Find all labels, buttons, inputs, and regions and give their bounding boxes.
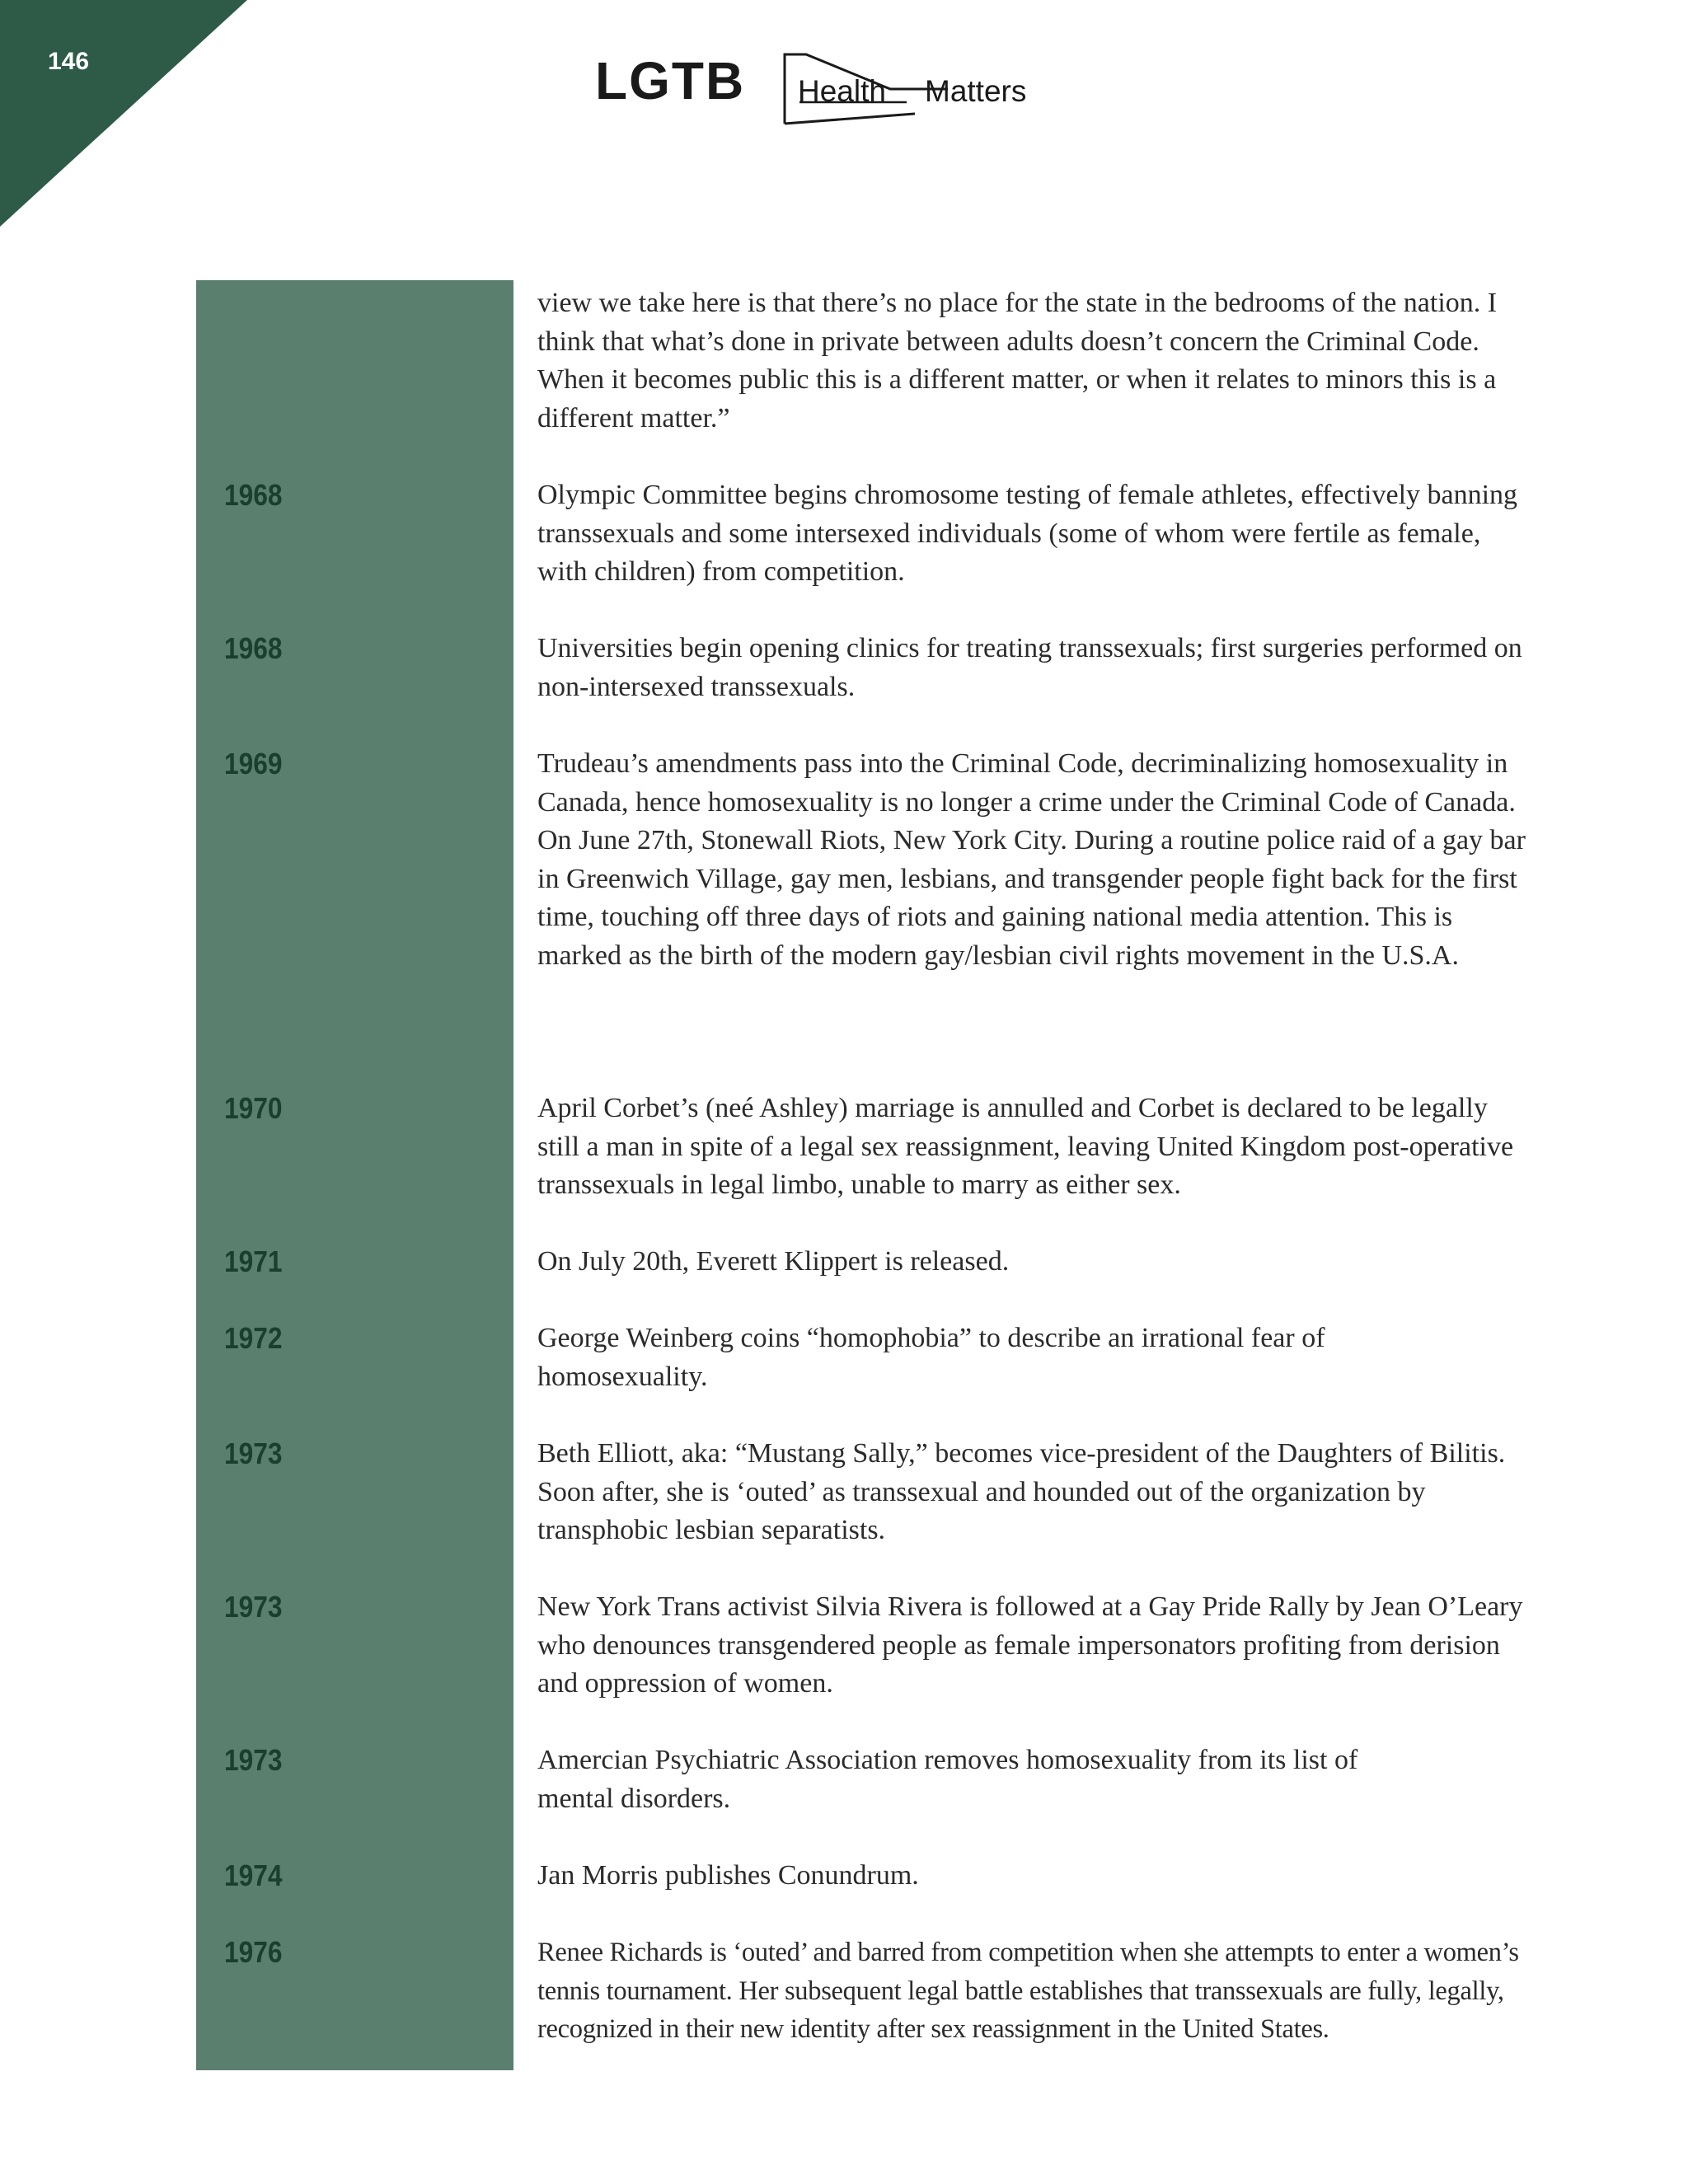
entry-paragraph: Olympic Committee begins chromosome testing of female athletes, effectively banning transsexuals and some intersexed individuals (some of whom were fertile as female, with children) from competition.: [537, 480, 1518, 587]
entry-year: 1973: [224, 1743, 283, 1777]
entry-paragraph: On July 20th, Everett Klippert is released.: [537, 1246, 1010, 1277]
entry-paragraph: Amercian Psychiatric Association removes homosexuality from its list of mental disorders.: [537, 1745, 1358, 1814]
entry-paragraph: George Weinberg coins “homophobia” to describe an irrational fear of homosexuality.: [537, 1323, 1325, 1392]
entry-paragraph: On June 27th, Stonewall Riots, New York City. During a routine police raid of a gay bar in Greenwich Village, gay men, lesbians, and transgender people fight back for the first time, touching off three days of riots and gaining national media attention. This is marked as the birth of the modern gay/lesbian civil rights movement in the U.S.A.: [537, 825, 1526, 971]
entry-year: 1973: [224, 1436, 283, 1470]
entry-paragraph: Renee Richards is ‘outed’ and barred from competition when she attempts to enter a women’s tennis tournament. Her subsequent legal battle establishes that transsexuals are fully, legally, recognized in their new identity after sex reassignment in the United States.: [537, 1938, 1519, 2044]
entry-paragraph: Trudeau’s amendments pass into the Criminal Code, decriminalizing homosexuality in Canada, hence homosexuality is no longer a crime under the Criminal Code of Canada.: [537, 748, 1516, 818]
year-column: [196, 280, 513, 2070]
logo: [595, 51, 1073, 127]
entry-text: [537, 630, 1535, 706]
entry-paragraph: Universities begin opening clinics for treating transsexuals; first surgeries performed on non-intersexed transsexuals.: [537, 633, 1522, 702]
entry-text: [537, 1588, 1535, 1704]
entry-year: 1968: [224, 631, 283, 665]
entry-text: [537, 1319, 1362, 1396]
logo-health: Health: [798, 74, 886, 108]
entry-text: [537, 745, 1535, 975]
entry-paragraph: Jan Morris publishes Conundrum.: [537, 1860, 919, 1891]
entry-paragraph: New York Trans activist Silvia Rivera is followed at a Gay Pride Rally by Jean O’Leary who denounces transgendered people as female impersonators profiting from derision and oppression of women.: [537, 1591, 1523, 1699]
entry-paragraph: April Corbet’s (neé Ashley) marriage is annulled and Corbet is declared to be legally still a man in spite of a legal sex reassignment, leaving United Kingdom post-operative transsexuals in legal limbo, unable to marry as either sex.: [537, 1093, 1514, 1200]
entry-year: 1969: [224, 747, 283, 780]
entry-text: [537, 1090, 1535, 1205]
entry-year: 1968: [224, 478, 283, 512]
entry-paragraph: Beth Elliott, aka: “Mustang Sally,” becomes vice-president of the Daughters of Bilitis. Soon after, she is ‘outed’ as transsexual and hounded out of the organization by transphobic lesbian separatists.: [537, 1438, 1506, 1545]
entry-text: [537, 476, 1535, 592]
entry-text: [537, 1857, 1535, 1896]
intro-paragraph: view we take here is that there’s no place for the state in the bedrooms of the nation. I think that what’s done in private between adults doesn’t concern the Criminal Code. When it becomes public this is a different matter, or when it relates to minors this is a different matter.”: [537, 288, 1498, 434]
page-number: 146: [48, 48, 90, 75]
entry-text: [537, 1933, 1535, 2049]
entry-year: 1974: [224, 1858, 283, 1892]
entry-year: 1976: [224, 1935, 283, 1969]
entry-text: [537, 1243, 1535, 1282]
logo-matters: Matters: [925, 74, 1027, 108]
entry-year: 1971: [224, 1244, 283, 1278]
logo-lgtb: LGTB: [595, 51, 746, 110]
corner-triangle: [0, 0, 247, 227]
entry-text: [537, 1435, 1535, 1550]
entry-year: 1972: [224, 1321, 283, 1355]
entry-year: 1970: [224, 1091, 283, 1125]
entry-year: 1973: [224, 1590, 283, 1624]
entry-text: [537, 1741, 1428, 1818]
